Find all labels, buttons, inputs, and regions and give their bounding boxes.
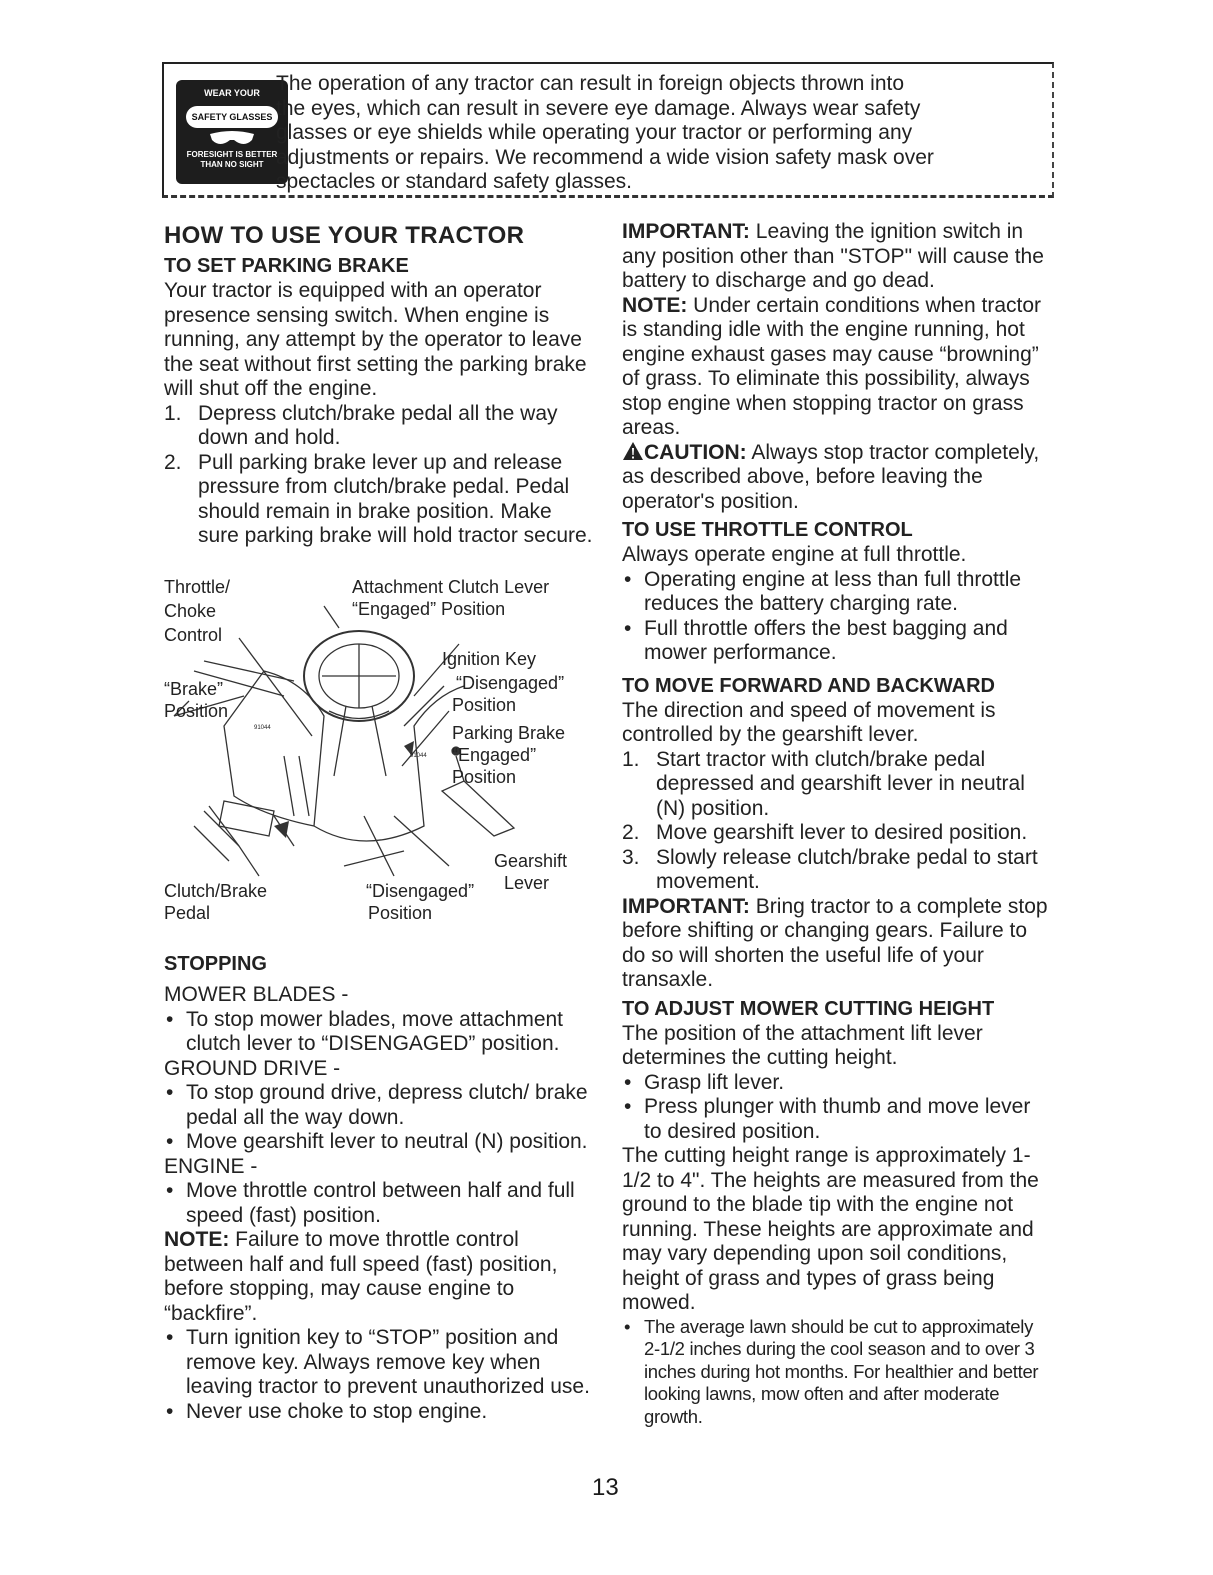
warning-line: the eyes, which can result in severe eye damage. Always wear safety (276, 96, 921, 120)
step-number: 3. (622, 845, 640, 869)
parking-brake-heading: TO SET PARKING BRAKE (164, 255, 409, 277)
ground-drive-label: GROUND DRIVE - (164, 1056, 341, 1080)
disengaged-position-label: Position (368, 903, 433, 923)
ignition-key-label: Ignition Key (442, 649, 537, 669)
gearshift-lever-label: Lever (504, 873, 550, 893)
figure-code: 91044 (254, 725, 271, 731)
move-text: The direction and speed of movement is controlled by the gearshift lever. (622, 698, 996, 746)
tractor-controls-figure (164, 576, 594, 926)
safety-glasses-badge (176, 80, 288, 184)
attachment-clutch-label: Attachment Clutch Lever (352, 577, 550, 597)
parking-engaged-label: “Engaged” (452, 745, 537, 765)
important-label: IMPORTANT: (622, 220, 750, 243)
cutting-height-item: • Grasp lift lever. (622, 1071, 1052, 1096)
step-text: Move gearshift lever to desired position. (656, 821, 1028, 844)
move-heading: TO MOVE FORWARD AND BACKWARD (622, 674, 995, 697)
disengaged-label: “Disengaged” (366, 881, 475, 901)
left-column-bottom (164, 952, 594, 1424)
cutting-range-text: The cutting height range is approximately 1-1/2 to 4". The heights are measured from the ground to the blade tip with the engine not running. These heights are approximate and may vary depending upon soil conditions, height of grass and types of grass being mowed. (622, 1144, 1039, 1314)
page-number: 13 (592, 1474, 619, 1501)
ignition-position-label: Position (452, 695, 517, 715)
note-text: Failure to move throttle control between half and full speed (fast) position, before stopping, may cause engine to “backfire”. (164, 1228, 558, 1325)
throttle-heading: TO USE THROTTLE CONTROL (622, 519, 913, 541)
gearshift-label: Gearshift (494, 851, 568, 871)
safety-glasses-warning (162, 62, 1054, 198)
move-step (622, 748, 1052, 822)
badge-bottom-text: FORESIGHT IS BETTER THAN NO SIGHT (186, 150, 278, 169)
control-label: Control (164, 625, 223, 645)
cutting-height-heading: TO ADJUST MOWER CUTTING HEIGHT (622, 997, 995, 1020)
throttle-text: Always operate engine at full throttle. (622, 543, 967, 566)
caution-stop (622, 441, 1052, 515)
left-column-top (164, 222, 594, 549)
brake-position-label: Position (164, 701, 229, 721)
step-text: Start tractor with clutch/brake pedal depressed and gearshift lever in neutral (N) position. (656, 747, 1025, 820)
ground-drive-item: • Move gearshift lever to neutral (N) position. (164, 1130, 594, 1155)
clutch-brake-label: Clutch/Brake (164, 881, 268, 901)
engine-item: • Move throttle control between half and full speed (fast) position. (164, 1179, 594, 1228)
mower-blades-item: • To stop mower blades, move attachment clutch lever to “DISENGAGED” position. (164, 1008, 594, 1057)
step-text: Slowly release clutch/brake pedal to start movement. (656, 845, 1038, 893)
stopping-heading: STOPPING (164, 953, 267, 975)
step-number: 2. (622, 821, 640, 844)
engine-label: ENGINE - (164, 1154, 258, 1178)
badge-mid-text: SAFETY GLASSES (186, 106, 278, 128)
step-text: Depress clutch/brake pedal all the way down and hold. (198, 401, 558, 449)
note-label: NOTE: (164, 1228, 230, 1251)
warning-line: spectacles or standard safety glasses. (276, 170, 633, 193)
step-number: 1. (164, 401, 182, 425)
step-number: 1. (622, 747, 640, 771)
caution-text: Always stop tractor completely, as described above, before leaving the operator's position. (622, 440, 1040, 513)
attachment-engaged-label: “Engaged” Position (352, 599, 506, 619)
step-number: 2. (164, 450, 182, 474)
throttle-item: • Operating engine at less than full throttle reduces the battery charging rate. (622, 568, 1052, 617)
throttle-label: Throttle/ (164, 577, 231, 597)
note-text: Under certain conditions when tractor is standing idle with the engine running, hot engine exhaust gases may cause “browning” of grass. To eliminate this possibility, always stop engine when stopping tractor on grass areas. (622, 293, 1042, 439)
badge-top-text: WEAR YOUR (204, 88, 260, 98)
pedal-label: Pedal (164, 903, 211, 923)
important-text: Leaving the ignition switch in any position other than "STOP" will cause the battery to discharge and go dead. (622, 220, 1044, 292)
parking-position-label: Position (452, 767, 517, 787)
warning-line: The operation of any tractor can result in foreign objects thrown into (276, 72, 905, 95)
warning-text (276, 72, 1046, 195)
important-text: Bring tractor to a complete stop before shifting or changing gears. Failure to do so will shorten the useful life of your transaxle. (622, 894, 1048, 991)
ground-drive-item: • To stop ground drive, depress clutch/ brake pedal all the way down. (164, 1081, 594, 1130)
important-label: IMPORTANT: (622, 894, 750, 918)
parking-step (164, 402, 594, 451)
move-step (622, 821, 1052, 846)
final-item: • Turn ignition key to “STOP” position and remove key. Always remove key when leaving tractor to prevent unauthorized use. (164, 1326, 594, 1400)
warning-triangle-icon (622, 441, 644, 461)
warning-line: glasses or eye shields while operating your tractor or performing any (276, 121, 913, 144)
cutting-height-item: • Press plunger with thumb and move lever to desired position. (622, 1095, 1052, 1144)
final-item: • Never use choke to stop engine. (164, 1400, 594, 1425)
cutting-tip: • The average lawn should be cut to approximately 2-1/2 inches during the cool season and to over 3 inches during hot months. For healthier and better looking lawns, mow often and after moderate growth. (622, 1316, 1052, 1429)
parking-brake-text: Your tractor is equipped with an operator presence sensing switch. When engine is running, any attempt by the operator to leave the seat without first setting the parking brake will shut off the engine. (164, 279, 587, 400)
move-step (622, 846, 1052, 895)
important-gears (622, 895, 1052, 993)
figure-code: 91044 (410, 753, 427, 759)
throttle-item: • Full throttle offers the best bagging and mower performance. (622, 617, 1052, 666)
mower-blades-label: MOWER BLADES - (164, 983, 349, 1006)
right-column (622, 220, 1052, 1428)
parking-brake-label: Parking Brake (452, 723, 566, 743)
choke-label: Choke (164, 601, 217, 621)
stopping-note (164, 1228, 594, 1326)
important-ignition (622, 220, 1052, 294)
note-browning (622, 294, 1052, 441)
caution-label: CAUTION: (644, 440, 747, 464)
note-label: NOTE: (622, 293, 688, 317)
section-title: HOW TO USE YOUR TRACTOR (164, 222, 525, 249)
step-text: Pull parking brake lever up and release pressure from clutch/brake pedal. Pedal should remain in brake position. Make sure parking brake will hold tractor secure. (198, 450, 593, 547)
ignition-disengaged-label: “Disengaged” (456, 673, 565, 693)
parking-step (164, 451, 594, 549)
glasses-icon (208, 130, 256, 148)
brake-label: “Brake” (164, 679, 224, 699)
cutting-height-text: The position of the attachment lift lever determines the cutting height. (622, 1021, 983, 1069)
warning-line: adjustments or repairs. We recommend a wide vision safety mask over (276, 145, 934, 169)
